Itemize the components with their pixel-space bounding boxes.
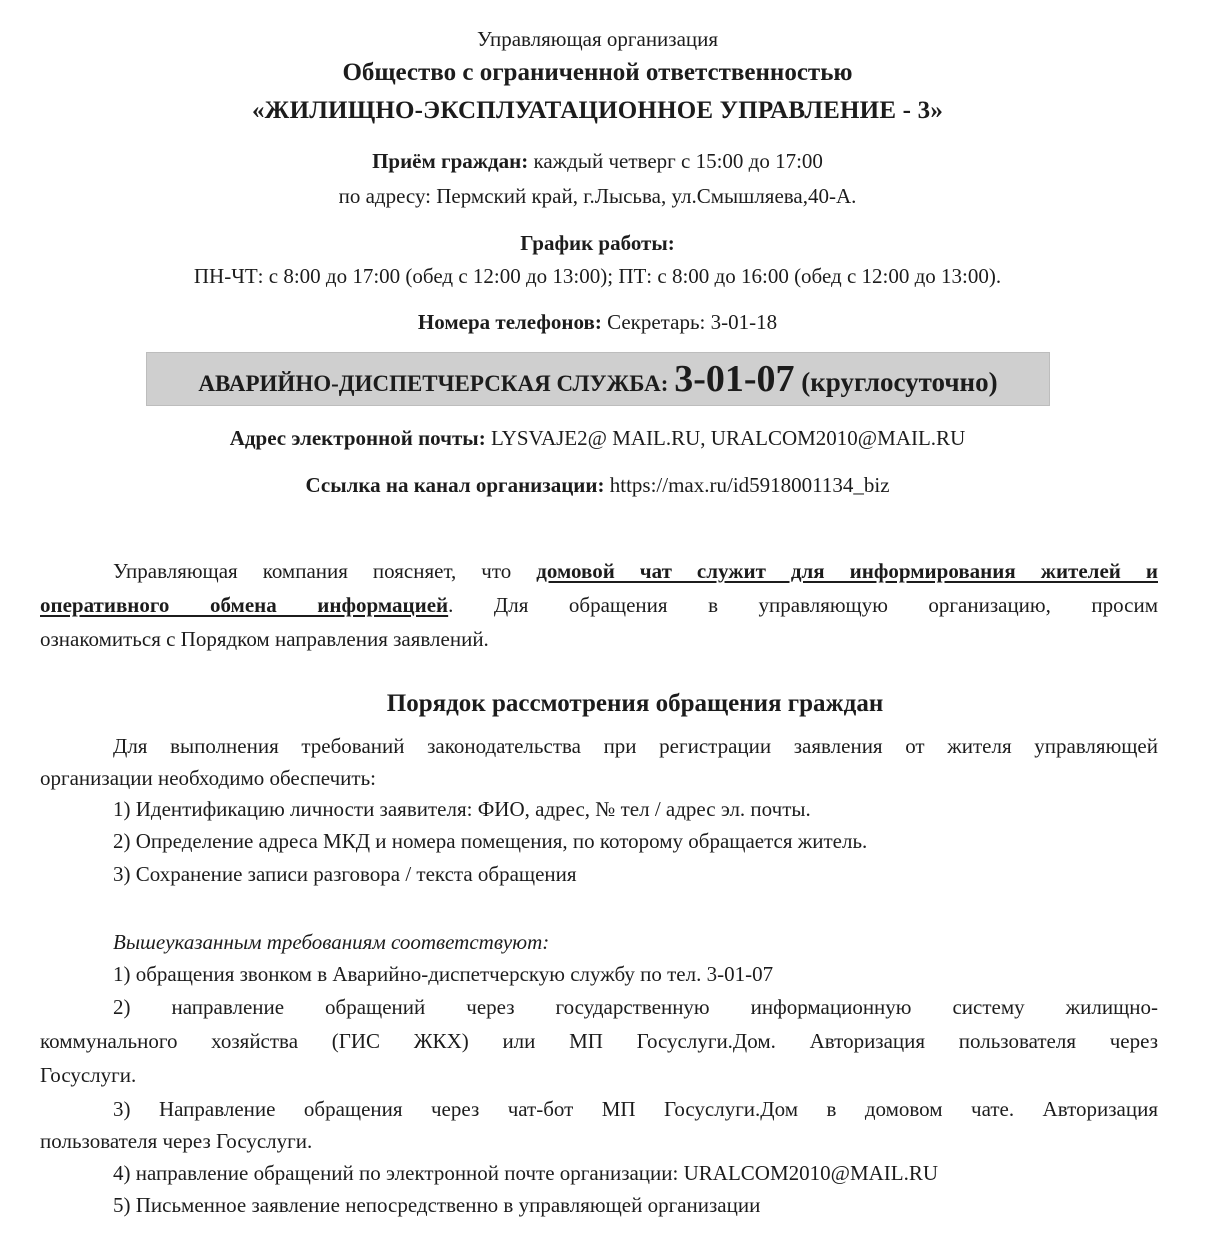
- procedure-heading: Порядок рассмотрения обращения граждан: [386, 690, 884, 717]
- requirement-item-2: 2) Определение адреса МКД и номера помещения, по которому обращается житель.: [113, 829, 868, 853]
- reception-time-text: каждый четверг с 15:00 до 17:00: [528, 149, 823, 173]
- intro-underlined-1: домовой чат служит для информирования жителей и: [536, 559, 1158, 583]
- schedule-heading: График работы:: [520, 231, 675, 255]
- intro-line2: [40, 588, 1158, 622]
- email-label: Адрес электронной почты:: [229, 426, 486, 450]
- intro-start: Управляющая компания поясняет, что: [113, 559, 537, 583]
- method-item-3-line2: пользователя через Госуслуги.: [40, 1129, 313, 1153]
- org-label: Управляющая организация: [476, 27, 719, 51]
- method-item-3-line1: 3) Направление обращения через чат-бот МП Госуслуги.Дом в домовом чате. Авторизация: [113, 1097, 1158, 1121]
- phones-text: Секретарь: 3-01-18: [601, 310, 778, 334]
- phones-line: [0, 309, 1195, 335]
- intro-rest: . Для обращения в управляющую организацию, просим: [448, 593, 1158, 617]
- schedule-text: ПН-ЧТ: с 8:00 до 17:00 (обед с 12:00 до 13:00); ПТ: с 8:00 до 16:00 (обед с 12:00 до 13:00).: [193, 264, 1002, 288]
- phones-label: Номера телефонов:: [417, 310, 602, 334]
- org-name-line1: Общество с ограниченной ответственностью: [342, 59, 853, 86]
- org-name-line2: «ЖИЛИЩНО-ЭКСПЛУАТАЦИОННОЕ УПРАВЛЕНИЕ - 3»: [251, 97, 944, 124]
- method-item-5: 5) Письменное заявление непосредственно в управляющей организации: [113, 1193, 761, 1217]
- requirement-item-1: 1) Идентификацию личности заявителя: ФИО, адрес, № тел / адрес эл. почты.: [113, 797, 811, 821]
- emergency-label: АВАРИЙНО-ДИСПЕТЧЕРСКАЯ СЛУЖБА:: [198, 371, 675, 396]
- email-text: LYSVAJE2@ MAIL.RU, URALCOM2010@MAIL.RU: [485, 426, 966, 450]
- compliant-heading: Вышеуказанным требованиям соответствуют:: [113, 930, 550, 954]
- procedure-para-line1: Для выполнения требований законодательства при регистрации заявления от жителя управляющей: [113, 734, 1158, 758]
- method-item-2-line2: коммунального хозяйства (ГИС ЖКХ) или МП Госуслуги.Дом. Авторизация пользователя через: [40, 1029, 1158, 1053]
- requirement-item-3: 3) Сохранение записи разговора / текста обращения: [113, 862, 577, 886]
- emergency-note: (круглосуточно): [794, 367, 998, 397]
- procedure-para-line2: организации необходимо обеспечить:: [40, 766, 376, 790]
- method-item-2-line3: Госуслуги.: [40, 1063, 137, 1087]
- reception-time: [0, 148, 1195, 174]
- emergency-number: 3-01-07: [674, 358, 795, 400]
- reception-address: по адресу: Пермский край, г.Лысьва, ул.Смышляева,40-А.: [338, 184, 857, 208]
- channel-line: [0, 472, 1195, 498]
- channel-label: Ссылка на канал организации:: [305, 473, 605, 497]
- method-item-2-line1: 2) направление обращений через государственную информационную систему жилищно-: [113, 995, 1158, 1019]
- intro-line1: [40, 554, 1158, 588]
- channel-link[interactable]: https://max.ru/id5918001134_biz: [604, 473, 890, 497]
- email-line: [0, 425, 1195, 451]
- method-item-1: 1) обращения звонком в Аварийно-диспетчерскую службу по тел. 3-01-07: [113, 962, 774, 986]
- emergency-line: [146, 356, 1050, 410]
- reception-label: Приём граждан:: [372, 149, 529, 173]
- method-item-4: 4) направление обращений по электронной почте организации: URALCOM2010@MAIL.RU: [113, 1161, 939, 1185]
- intro-line3: ознакомиться с Порядком направления заявлений.: [40, 627, 489, 651]
- intro-underlined-2: оперативного обмена информацией: [40, 593, 449, 617]
